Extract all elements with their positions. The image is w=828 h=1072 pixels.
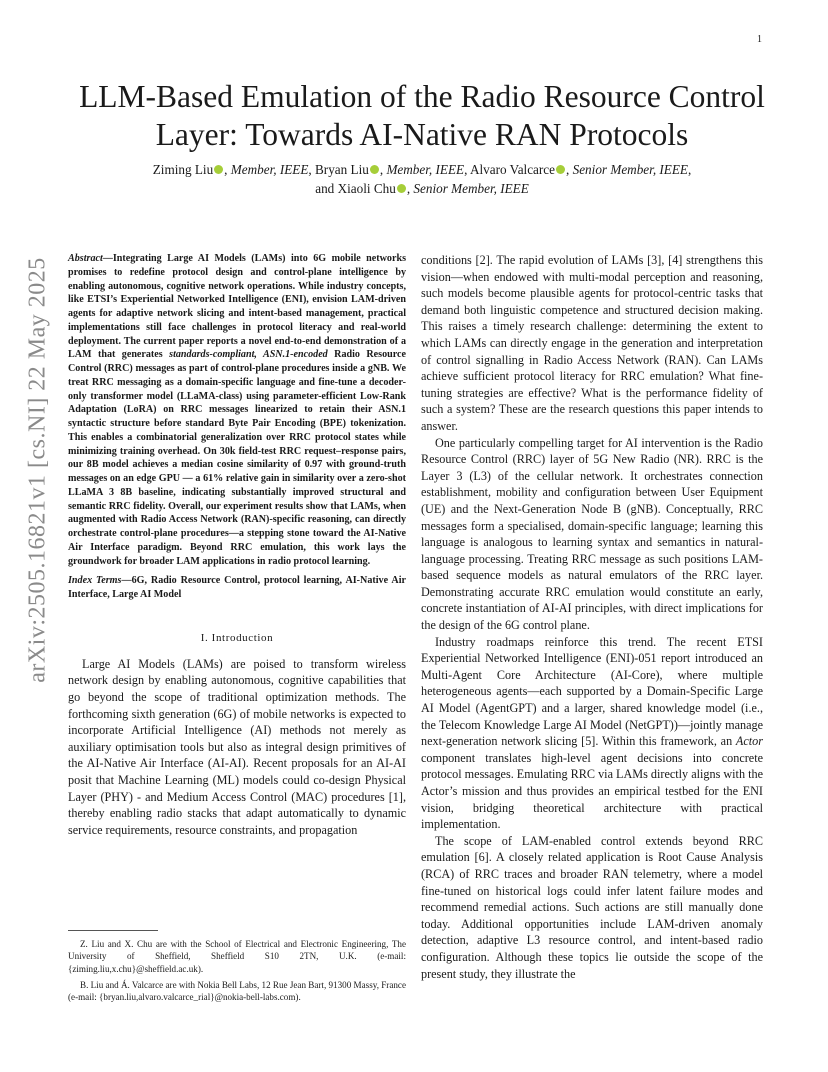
- author-role: Senior Member, IEEE: [413, 181, 529, 196]
- footnote: B. Liu and Á. Valcarce are with Nokia Bell Labs, 12 Rue Jean Bart, 91300 Massy, France (e-mail: {bryan.liu,alvaro.valcarce_rial}@nokia-bell-labs.com).: [68, 979, 406, 1003]
- abstract-emphasis: standards-compliant, ASN.1-encoded: [169, 349, 328, 361]
- orcid-icon[interactable]: [370, 165, 379, 174]
- author-role: Member, IEEE: [230, 162, 309, 177]
- author-line-2: and Xiaoli Chu , Senior Member, IEEE: [315, 181, 529, 196]
- author-list: [60, 160, 784, 198]
- index-terms-label: Index Terms: [68, 575, 122, 587]
- author-role: Member, IEEE: [386, 162, 465, 177]
- footnote: Z. Liu and X. Chu are with the School of Electrical and Electronic Engineering, The University of Sheffield, Sheffield S10 2TN, U.K. (e-mail: {ziming.liu,x.chu}@sheffield.ac.uk).: [68, 939, 406, 974]
- orcid-icon[interactable]: [397, 184, 406, 193]
- emphasis: Actor: [735, 734, 763, 749]
- footnote-rule: [68, 930, 158, 931]
- index-terms: Index Terms—6G, Radio Resource Control, protocol learning, AI-Native Air Interface, Large AI Model: [68, 575, 406, 600]
- author-name: Ziming Liu: [152, 162, 214, 177]
- arxiv-stamp-text: arXiv:2505.16821v1 [cs.NI] 22 May 2025: [24, 257, 51, 683]
- paper-title: LLM-Based Emulation of the Radio Resource Control Layer: Towards AI-Native RAN Protocols: [79, 79, 765, 152]
- abstract: Abstract—Integrating Large AI Models (LAMs) into 6G mobile networks promises to redefine protocol design and control-plane intelligence by enabling autonomous, cognitive network operations. While industry concepts, like ETSI’s Experiential Networked Intelligence (ENI), envision LAM-driven agents for adaptive network slicing and intent-based management, practical implementations still face challenges in protocol literacy and real-world deployment. The current paper reports a novel end-to-end demonstration of a LAM that generates standards-compliant, ASN.1-encoded Radio Resource Control (RRC) messages as part of control-plane procedures inside a gNB. We treat RRC messaging as a domain-specific language and fine-tune a decoder-only transformer model (LLaMA-class) using parameter-efficient Low-Rank Adaptation (LoRA) on RRC messages linearized to retain their ASN.1 syntactic structure before standard Byte Pair Encoding (BPE) tokenization. This enables a combinatorial generalization over RRC protocol states while minimizing training overhead. On 30k field-test RRC request–response pairs, our 8B model achieves a median cosine similarity of 0.97 with ground-truth messages on an edge GPU — a 61% relative gain in similarity over a zero-shot LLaMA 3 8B baseline, indicating substantially improved structural and semantic RRC fidelity. Overall, our experiment results show that LAMs, when augmented with Radio Access Network (RAN)-specific reasoning, can directly orchestrate control-plane procedures—a stepping stone toward the AI-Native Air Interface paradigm. Beyond RRC emulation, this work lays the groundwork for broader LAM applications in radio protocol learning.: [68, 253, 407, 567]
- orcid-icon[interactable]: [214, 165, 223, 174]
- page-number: 1: [757, 34, 762, 45]
- paragraph: Industry roadmaps reinforce this trend. The recent ETSI Experiential Networked Intelligence (ENI)-051 report introduced an Multi-Agent Core Architecture (AI-Core), where multiple heterogeneous agents—each supported by a Domain-Specific Large AI Model (AgentGPT) and a larger, shared knowledge model (i.e., the Telecom Knowledge Large AI Model (NetGPT))—jointly manage next-generation network slicing [5]. Within this framework, an Actor component translates high-level agent decisions into concrete protocol messages. Emulating RRC via LAMs directly aligns with the Actor’s mission and thus provides an empirical testbed for the ENI vision, bridging theoretical architecture with practical implementation.: [421, 634, 763, 832]
- right-column: [421, 252, 763, 982]
- paragraph: conditions [2]. The rapid evolution of LAMs [3], [4] strengthens this vision—when endowed with multi-modal perception and reasoning, such models become plausible agents for protocol-centric tasks that demand both linguistic competence and structured decision making. This raises a timely research challenge: determining the extent to which LAMs can directly engage in the generation and interpretation of control signalling in Radio Access Network (RAN). Can LAMs achieve sufficient protocol literacy for RRC emulation? What fine-tuning strategies are effective? What is the performance fidelity of such a system? These are the research questions this paper intends to answer.: [421, 253, 763, 433]
- author-name: Bryan Liu: [315, 162, 369, 177]
- paragraph: The scope of LAM-enabled control extends beyond RRC emulation [6]. A closely related application is Root Cause Analysis (RCA) of RRC traces and broader RAN telemetry, where a model fine-tuned on historical logs could infer latent failure modes and recommend remedial actions. Such actions are still manually done today. Additional opportunities include LAM-driven anomaly detection, adaptive L3 resource control, and intent-based radio configuration. Although these topics lie outside the scope of the present study, they illustrate the: [421, 833, 763, 981]
- author-line-1: Ziming Liu , Member, IEEE, Bryan Liu , Member, IEEE, Alvaro Valcarce , Senior Member, IEEE,: [152, 162, 692, 177]
- footnotes: [68, 938, 406, 1007]
- paragraph: One particularly compelling target for AI intervention is the Radio Resource Control (RRC) layer of 5G New Radio (NR). RRC is the Layer 3 (L3) of the cellular network. It orchestrates connection establishment, mobility and configuration between User Equipment (UE) and the Next-Generation Node B (gNB). Conceptually, RRC messages form a specialised, domain-specific language; learning this language is analogous to learning syntax and semantics in natural-language processing. Treating RRC message as such positions LAM-based sequence models as natural emulators of the RRC layer. Demonstrating accurate RRC emulation would constitute an early, concrete instantiation of AI-AI principles, with direct implications for the design of the 6G control plane.: [421, 435, 763, 633]
- author-name: Xiaoli Chu: [337, 181, 396, 196]
- abstract-label: Abstract: [68, 253, 103, 264]
- author-name: Alvaro Valcarce: [469, 162, 556, 177]
- paragraph: Large AI Models (LAMs) are poised to transform wireless network design by enabling autonomous, cognitive capabilities that go beyond the scope of traditional optimization methods. The forthcoming sixth generation (6G) of mobile networks is expected to incorporate Artificial Intelligence (AI) methods not merely as auxiliary optimisation tools but also as integral design primitives of the AI-Native Air Interface (AI-AI). Recent proposals for an AI-AI posit that Machine Learning (ML) models could co-design Physical Layer (PHY) - and Medium Access Control (MAC) procedures [1], thereby enabling radio stacks that adapt automatically to dynamic service requirements, resource constraints, and propagation: [68, 656, 406, 837]
- author-role: Senior Member, IEEE: [572, 162, 688, 177]
- orcid-icon[interactable]: [556, 165, 565, 174]
- left-column: [68, 252, 406, 838]
- section-heading: I. Introduction: [200, 631, 274, 644]
